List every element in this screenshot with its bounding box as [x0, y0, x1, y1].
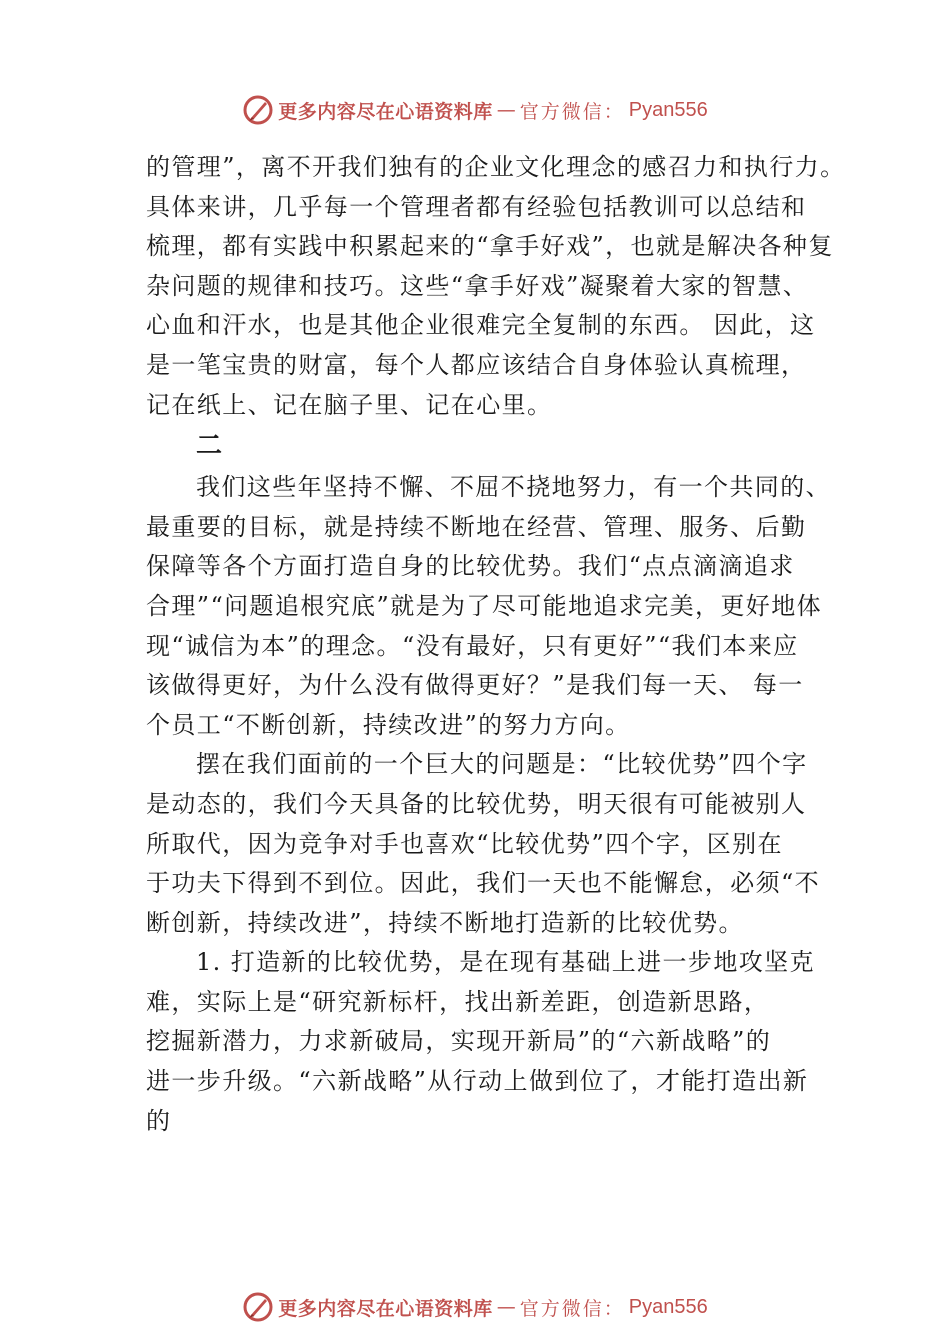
text-line: 挖掘新潜力，力求新破局，实现开新局”的“六新战略”的	[146, 1027, 772, 1056]
watermark-footer	[0, 1291, 950, 1323]
quill-logo-icon	[242, 1291, 274, 1323]
text-line: 心血和汗水，也是其他企业很难完全复制的东西。 因此，这	[146, 311, 816, 340]
text-line: 的	[146, 1106, 172, 1135]
watermark-site-name: 更多内容尽在心语资料库	[278, 100, 493, 123]
text-line: 梳理，都有实践中积累起来的“拿手好戏”，也就是解决各种复	[146, 232, 834, 261]
text-line: 具体来讲，几乎每一个管理者都有经验包括教训可以总结和	[146, 192, 807, 221]
watermark-wechat-label: 官方微信：	[519, 1297, 625, 1320]
text-line: 合理”“问题追根究底”就是为了尽可能地追求完美，更好地体	[146, 591, 823, 620]
text-line: 进一步升级。“六新战略”从行动上做到位了，才能打造出新	[146, 1067, 809, 1096]
text-line: 断创新，持续改进”，持续不断地打造新的比较优势。	[146, 908, 744, 937]
section-heading: 二	[196, 431, 223, 462]
watermark-separator: —	[496, 99, 516, 121]
watermark-wechat-id: Pyan556	[628, 1295, 708, 1318]
text-line: 个员工“不断创新，持续改进”的努力方向。	[146, 710, 631, 739]
text-line: 1. 打造新的比较优势，是在现有基础上进一步地攻坚克	[196, 948, 815, 977]
paragraph-1	[146, 148, 846, 425]
text-line: 的管理”，离不开我们独有的企业文化理念的感召力和执行力。	[146, 153, 846, 181]
watermark-wechat-label: 官方微信：	[519, 100, 625, 123]
text-line: 所取代，因为竞争对手也喜欢“比较优势”四个字，区别在	[146, 829, 783, 858]
text-line: 难，实际上是“研究新标杆，找出新差距，创造新思路，	[146, 987, 770, 1016]
text-line: 于功夫下得到不到位。因此，我们一天也不能懈怠，必须“不	[146, 869, 821, 898]
paragraph-2	[146, 468, 831, 745]
text-line: 摆在我们面前的一个巨大的问题是：“比较优势”四个字	[196, 750, 808, 779]
text-line: 是动态的，我们今天具备的比较优势，明天很有可能被别人	[146, 789, 807, 818]
text-line: 我们这些年坚持不懈、不屈不挠地努力，有一个共同的、	[196, 473, 831, 502]
text-line: 记在纸上、记在脑子里、记在心里。	[146, 390, 553, 419]
watermark-header	[0, 94, 950, 126]
quill-logo-icon	[242, 94, 274, 126]
paragraph-3	[146, 745, 826, 943]
watermark-separator: —	[496, 1296, 516, 1318]
paragraph-4	[146, 943, 826, 1141]
document-body	[146, 148, 846, 1141]
text-line: 杂问题的规律和技巧。这些“拿手好戏”凝聚着大家的智慧、	[146, 271, 809, 300]
text-line: 是一笔宝贵的财富，每个人都应该结合自身体验认真梳理，	[146, 350, 807, 379]
text-line: 最重要的目标，就是持续不断地在经营、管理、服务、后勤	[146, 512, 807, 541]
text-line: 该做得更好，为什么没有做得更好？”是我们每一天、 每一	[146, 671, 804, 700]
text-line: 保障等各个方面打造自身的比较优势。我们“点点滴滴追求	[146, 552, 795, 581]
watermark-site-name: 更多内容尽在心语资料库	[278, 1297, 493, 1320]
text-line: 现“诚信为本”的理念。“没有最好，只有更好”“我们本来应	[146, 631, 799, 660]
watermark-wechat-id: Pyan556	[628, 98, 708, 121]
